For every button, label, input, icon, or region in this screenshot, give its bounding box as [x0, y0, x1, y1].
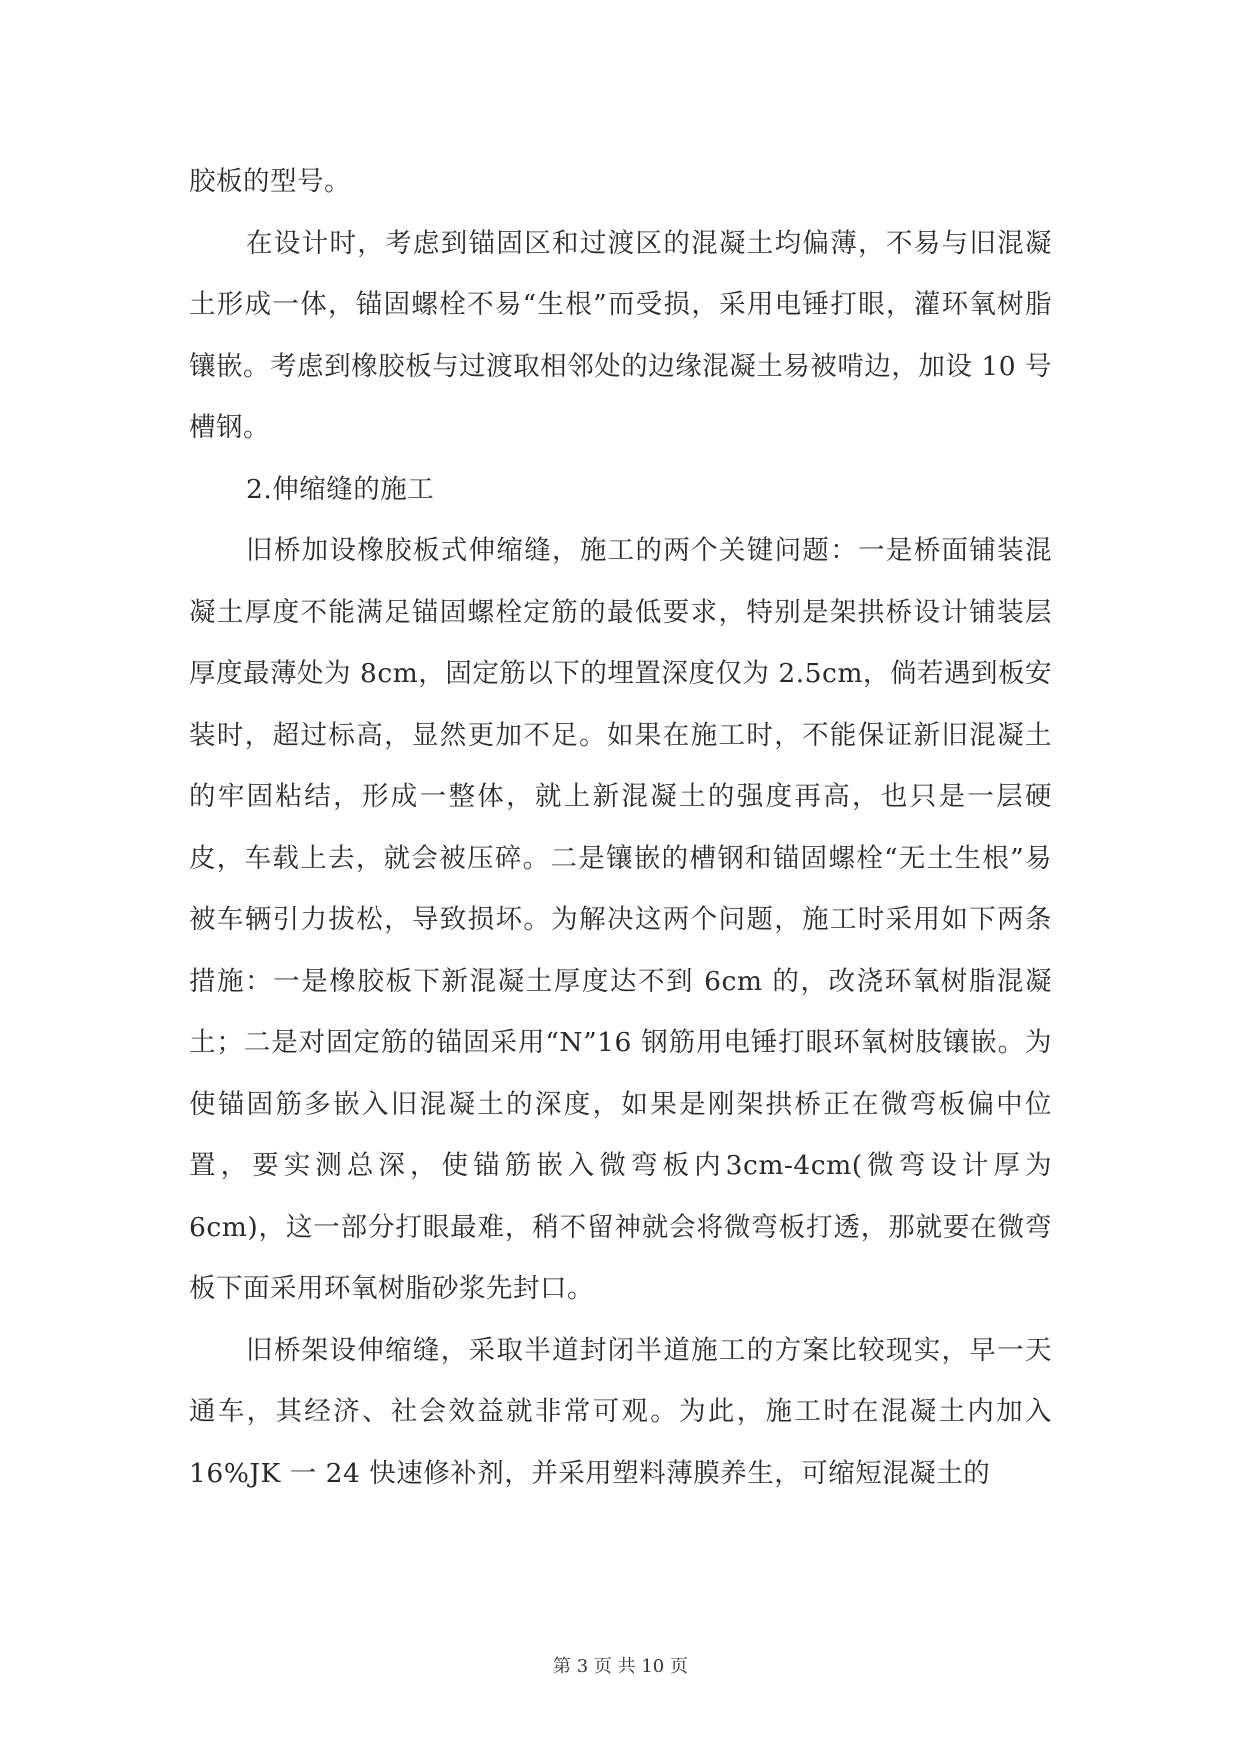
page-footer — [0, 1652, 1241, 1678]
section-heading: 2.伸缩缝的施工 — [246, 473, 435, 505]
paragraph: 旧桥架设伸缩缝，采取半道封闭半道施工的方案比较现实，早一天通车，其经济、社会效益就非常可观。为此，施工时在混凝土内加入 16%JK 一 24 快速修补剂，并采用塑料薄膜养生，可缩短混凝土的 — [189, 1334, 1052, 1489]
document-body — [189, 151, 1052, 1504]
page-number: 第 3 页 共 10 页 — [553, 1656, 688, 1677]
paragraph: 在设计时，考虑到锚固区和过渡区的混凝土均偏薄，不易与旧混凝土形成一体，锚固螺栓不易“生根”而受损，采用电锤打眼，灌环氧树脂镶嵌。考虑到橡胶板与过渡取相邻处的边缘混凝土易被啃边，加设 10 号槽钢。 — [189, 227, 1052, 443]
paragraph: 旧桥加设橡胶板式伸缩缝，施工的两个关键问题：一是桥面铺装混凝土厚度不能满足锚固螺栓定筋的最低要求，特别是架拱桥设计铺装层厚度最薄处为 8cm，固定筋以下的埋置深度仅为 2.5cm，倘若遇到板安装时，超过标高，显然更加不足。如果在施工时，不能保证新旧混凝土的牢固粘结，形成一整体，就上新混凝土的强度再高，也只是一层硬皮，车载上去，就会被压碎。二是镶嵌的槽钢和锚固螺栓“无土生根”易被车辆引力拔松，导致损坏。为解决这两个问题，施工时采用如下两条措施：一是橡胶板下新混凝土厚度达不到 6cm 的，改浇环氧树脂混凝土；二是对固定筋的锚固采用“N”16 钢筋用电锤打眼环氧树肢镶嵌。为使锚固筋多嵌入旧混凝土的深度，如果是刚架拱桥正在微弯板偏中位置，要实测总深，使锚筋嵌入微弯板内3cm-4cm(微弯设计厚为 6cm)，这一部分打眼最难，稍不留神就会将微弯板打透，那就要在微弯板下面采用环氧树脂砂浆先封口。 — [189, 535, 1052, 1304]
paragraph: 胶板的型号。 — [189, 166, 351, 197]
